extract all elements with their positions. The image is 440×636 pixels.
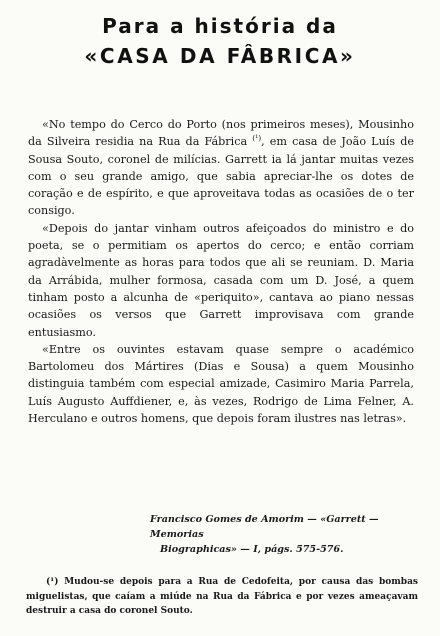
paragraph-3: «Entre os ouvintes estavam quase sempre o académico Bartolomeu dos Mártires (Dias e Sousa) a quem Mousinho distinguia também com especial amizade, Casimiro Maria Parrela, Luís Augusto Auffdiener, e, às vezes, Rodrigo de Lima Felner, A. Herculano e outros homens, que depois foram ilustres nas letras». [28,342,414,426]
footnote-mark: (¹) [46,577,59,587]
title-line-2: «CASA DA FÂBRICA» [84,44,356,68]
paragraph-1-text-b: , em casa de João Luís de Sousa Souto, coronel de milícias. Garrett ia lá jantar muitas vezes com o seu grande amigo, que sabia apreciar-lhe os dotes de coração e de espírito, e que aproveitava todas as ocasiões de o ter consigo. [28,135,414,218]
citation [150,512,420,557]
citation-line-1: Francisco Gomes de Amorim — «Garrett — Memorias [150,514,379,540]
paragraph-1 [28,116,414,220]
footnote [26,575,418,619]
citation-line-2: Biographicas» — I, págs. 575-576. [160,544,344,555]
footnote-reference: (¹) [252,133,262,143]
paragraph-1-text-a: «No tempo do Cerco do Porto (nos primeiros meses), Mousinho da Silveira residia na Rua da Fábrica [28,118,414,149]
body-text [28,116,414,427]
title-line-1: Para a história da [102,14,338,38]
footnote-text: Mudou-se depois para a Rua de Cedofeita, por causa das bombas miguelistas, que caíam a miúde na Rua da Fábrica e por vezes ameaçavam destruir a casa do coronel Souto. [26,577,418,617]
paragraph-2: «Depois do jantar vinham outros afeiçoados do ministro e do poeta, se o permitiam os apertos do cerco; e então corriam agradàvelmente as horas para todos que ali se reuniam. D. Maria da Arrábida, mulher formosa, casada com um D. José, a quem tinham posto a alcunha de «periquito», cantava ao piano nessas ocasiões os versos que Garrett improvisava com grande entusiasmo. [28,221,414,339]
